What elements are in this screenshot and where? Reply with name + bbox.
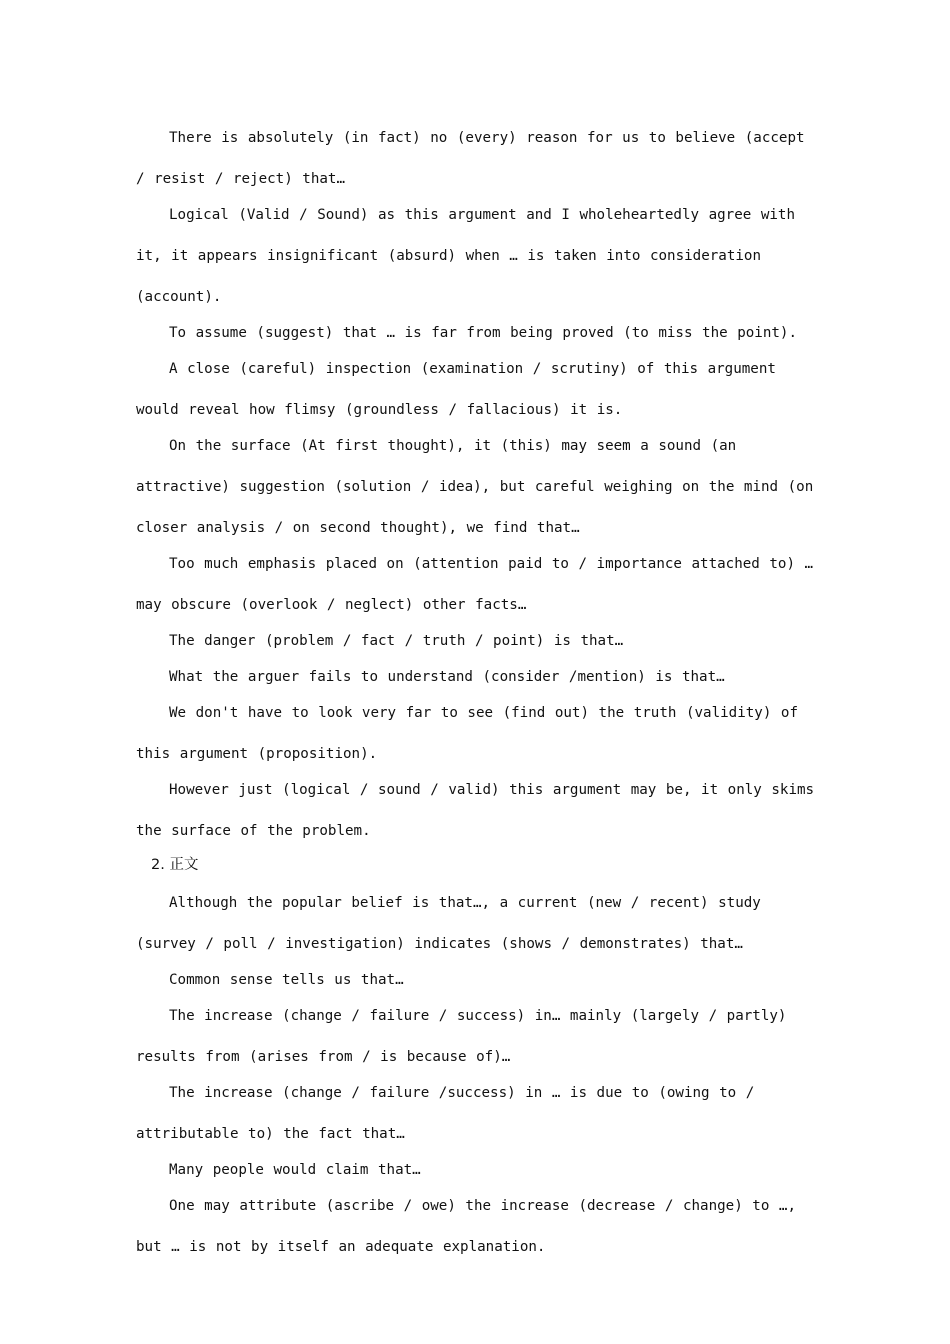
paragraph-16: One may attribute (ascribe / owe) the increase (decrease / change) to …, but … is not by itself an adequate explanation. (136, 1198, 796, 1255)
paragraph-15: Many people would claim that… (169, 1162, 421, 1178)
paragraph-4: A close (careful) inspection (examination / scrutiny) of this argument would reveal how flimsy (groundless / fallacious) it is. (136, 361, 776, 418)
section-heading: 2. 正文 (151, 857, 199, 873)
paragraph-12: Common sense tells us that… (169, 972, 404, 988)
paragraph-7: The danger (problem / fact / truth / point) is that… (169, 633, 624, 649)
paragraph-14: The increase (change / failure /success) in … is due to (owing to / attributable to) the fact that… (136, 1085, 755, 1142)
paragraph-6: Too much emphasis placed on (attention paid to / importance attached to) … may obscure (overlook / neglect) other facts… (136, 556, 814, 613)
document-page (136, 118, 816, 1263)
paragraph-3: To assume (suggest) that … is far from being proved (to miss the point). (169, 325, 797, 341)
paragraph-5: On the surface (At first thought), it (this) may seem a sound (an attractive) suggestion (solution / idea), but careful weighing on the mind (on closer analysis / on second thought), we find that… (136, 438, 814, 536)
paragraph-1: There is absolutely (in fact) no (every) reason for us to believe (accept / resist / reject) that… (136, 130, 805, 187)
paragraph-13: The increase (change / failure / success) in… mainly (largely / partly) results from (arises from / is because of)… (136, 1008, 787, 1065)
paragraph-9: We don't have to look very far to see (find out) the truth (validity) of this argument (proposition). (136, 705, 798, 762)
paragraph-11: Although the popular belief is that…, a current (new / recent) study (survey / poll / investigation) indicates (shows / demonstrates) that… (136, 895, 761, 952)
paragraph-8: What the arguer fails to understand (consider /mention) is that… (169, 669, 725, 685)
paragraph-10: However just (logical / sound / valid) this argument may be, it only skims the surface of the problem. (136, 782, 815, 839)
paragraph-2: Logical (Valid / Sound) as this argument and I wholeheartedly agree with it, it appears insignificant (absurd) when … is taken into consideration (account). (136, 207, 795, 305)
